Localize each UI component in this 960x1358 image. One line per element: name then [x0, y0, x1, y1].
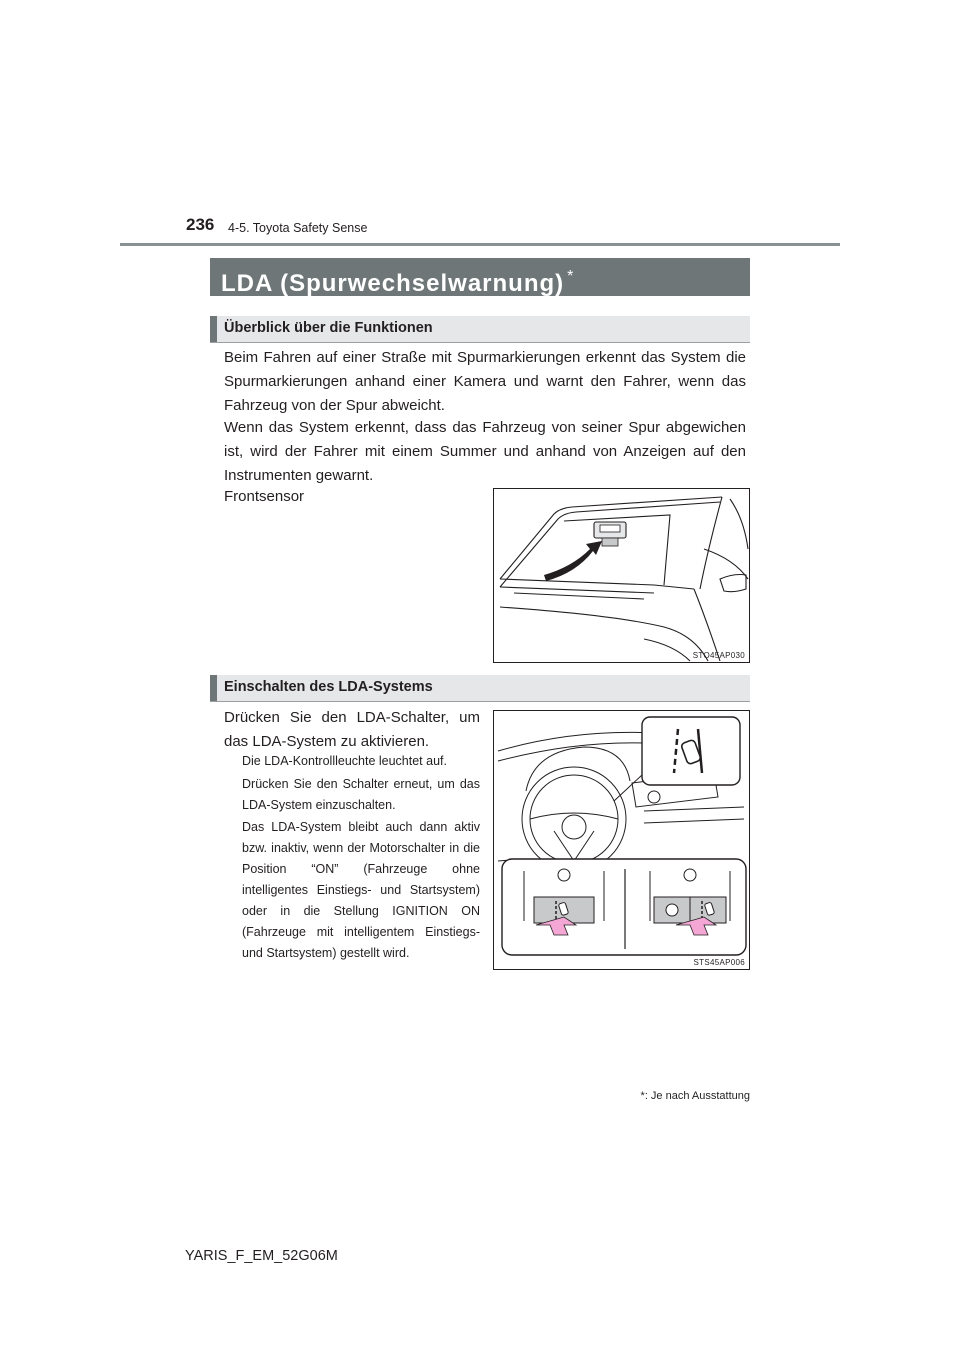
heading-bar [210, 675, 217, 701]
heading-bar [210, 316, 217, 342]
figure-code: STS45AP006 [693, 958, 745, 967]
pointer-arrow-icon [544, 541, 602, 581]
page-title-text: LDA (Spurwechselwarnung) [221, 270, 565, 297]
front-sensor-label: Frontsensor [224, 488, 305, 505]
section-heading-text: Überblick über die Funktionen [224, 320, 433, 336]
overview-paragraph-1: Beim Fahren auf einer Straße mit Spurmarkierungen erkennt das System die Spurmarkierungen anhand einer Kamera und warnt den Fahrer, wenn das Fahrzeug von der Spur abweicht. [224, 349, 746, 414]
document-code: YARIS_F_EM_52G06M [185, 1248, 338, 1264]
lda-switch-figure [493, 710, 750, 970]
page-title [210, 258, 750, 296]
section-reference: 4-5. Toyota Safety Sense [228, 221, 368, 235]
dashboard-illustration [494, 711, 749, 969]
header-rule [120, 243, 840, 246]
section-heading-text: Einschalten des LDA-Systems [224, 679, 433, 695]
footnote-mark: * [640, 1090, 645, 1102]
activation-instruction: Drücken Sie den LDA-Schalter, um das LDA-System zu aktivieren. [224, 709, 480, 750]
note-persistence: Das LDA-System bleibt auch dann aktiv bzw. inaktiv, wenn der Motorschalter in die Position “ON” (Fahrzeuge ohne intelligentes Einstiegs- und Startsystem) oder in die Stellung IGNITION ON (Fahrzeuge mit intelligentem Einstiegs- und Startsystem) gestellt wird. [242, 820, 480, 960]
section-heading-activation [210, 675, 750, 702]
asterisk-mark: * [567, 268, 575, 285]
front-sensor-figure [493, 488, 750, 663]
figure-code: STO45AP030 [692, 651, 745, 660]
section-heading-overview [210, 316, 750, 343]
footnote [641, 1090, 750, 1102]
overview-paragraph-2: Wenn das System erkennt, dass das Fahrzeug von seiner Spur abgewichen ist, wird der Fahrer mit einem Summer und anhand von Anzeigen auf den Instrumenten gewarnt. [224, 419, 746, 484]
footnote-text: : Je nach Ausstattung [644, 1090, 750, 1102]
windshield-illustration [494, 489, 749, 662]
page-number: 236 [186, 215, 215, 234]
note-indicator: Die LDA-Kontrollleuchte leuchtet auf. [242, 754, 447, 768]
lda-switch-panel [502, 859, 746, 955]
note-press-again: Drücken Sie den Schalter erneut, um das LDA-System einzuschalten. [242, 777, 480, 812]
